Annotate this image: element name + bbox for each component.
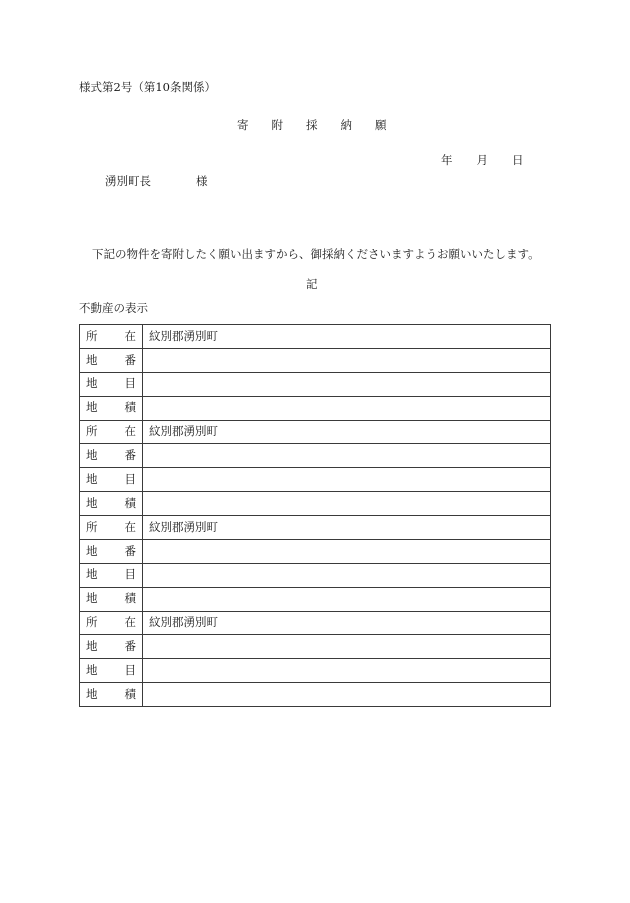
row-label: 地積 [80,492,143,516]
row-value: 紋別郡湧別町 [143,611,551,635]
table-row [80,348,551,372]
table-row [80,325,551,349]
row-label: 所在 [80,420,143,444]
table-row [80,396,551,420]
row-label: 地目 [80,372,143,396]
table-row [80,420,551,444]
property-table-body [80,325,551,707]
table-row [80,587,551,611]
row-value [143,539,551,563]
table-row [80,539,551,563]
row-value [143,492,551,516]
row-label: 地番 [80,539,143,563]
row-label: 地積 [80,683,143,707]
table-row [80,468,551,492]
row-label: 所在 [80,516,143,540]
form-number: 様式第2号（第10条関係） [79,80,216,94]
table-row [80,659,551,683]
body-text: 下記の物件を寄附したく願い出ますから、御採納くださいますようお願いいたします。 [92,247,540,261]
row-label: 所在 [80,611,143,635]
table-row [80,492,551,516]
table-row [80,563,551,587]
row-value [143,444,551,468]
row-label: 地番 [80,348,143,372]
row-label: 地目 [80,468,143,492]
table-row [80,611,551,635]
addressee-honorific: 様 [196,174,208,188]
row-label: 所在 [80,325,143,349]
row-value [143,683,551,707]
row-label: 地積 [80,587,143,611]
row-label: 地目 [80,659,143,683]
row-value [143,635,551,659]
row-value: 紋別郡湧別町 [143,325,551,349]
addressee-name: 湧別町長 [105,174,151,188]
table-row [80,635,551,659]
table-row [80,683,551,707]
row-value [143,468,551,492]
ki-heading: 記 [306,277,318,291]
row-label: 地目 [80,563,143,587]
property-section-heading: 不動産の表示 [79,301,148,315]
row-value [143,348,551,372]
property-table [79,324,551,707]
table-row [80,444,551,468]
row-value [143,396,551,420]
table-row [80,372,551,396]
date-line: 年月日 [441,153,548,167]
row-value [143,563,551,587]
row-value [143,659,551,683]
document-title: 寄附採納願 [237,118,410,132]
row-label: 地番 [80,444,143,468]
row-label: 地積 [80,396,143,420]
row-value [143,372,551,396]
row-value: 紋別郡湧別町 [143,420,551,444]
row-value: 紋別郡湧別町 [143,516,551,540]
table-row [80,516,551,540]
row-label: 地番 [80,635,143,659]
row-value [143,587,551,611]
